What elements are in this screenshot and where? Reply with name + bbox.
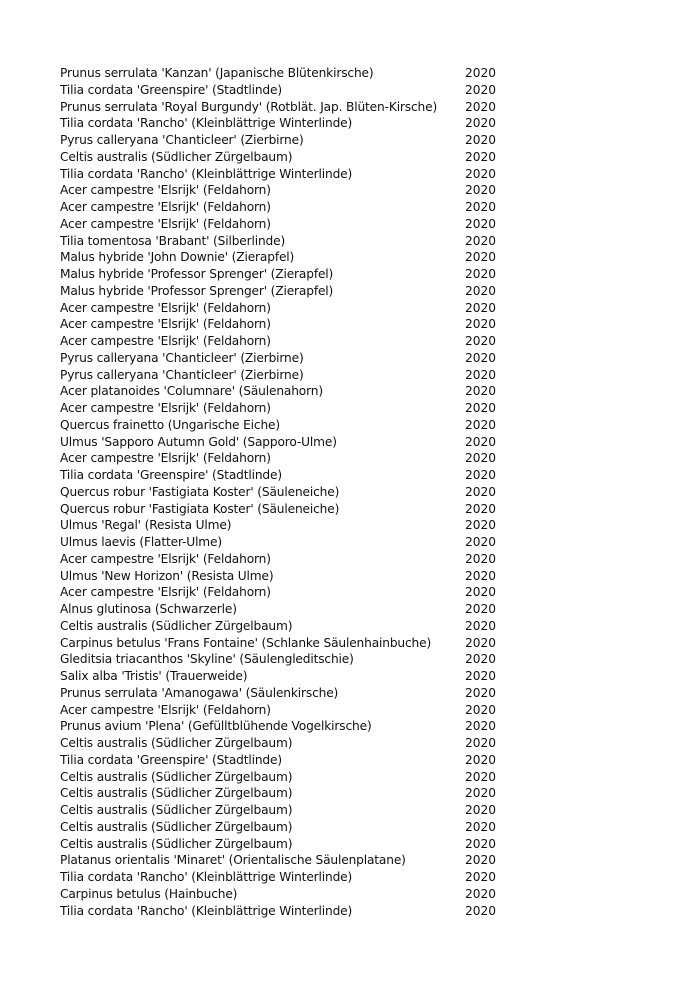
tree-species-name: Tilia cordata 'Greenspire' (Stadtlinde) — [60, 82, 282, 97]
tree-species-name: Prunus serrulata 'Amanogawa' (Säulenkirsche) — [60, 685, 339, 700]
planting-year: 2020 — [465, 518, 497, 533]
tree-species-name: Prunus serrulata 'Royal Burgundy' (Rotblät. Jap. Blüten-Kirsche) — [60, 99, 438, 114]
tree-row — [60, 769, 520, 786]
tree-species-name: Acer campestre 'Elsrijk' (Feldahorn) — [60, 551, 271, 566]
planting-year: 2020 — [465, 233, 497, 248]
tree-row — [60, 266, 520, 283]
tree-species-name: Quercus robur 'Fastigiata Koster' (Säuleneiche) — [60, 501, 340, 516]
tree-row — [60, 584, 520, 601]
planting-year: 2020 — [465, 334, 497, 348]
planting-year: 2020 — [465, 903, 497, 918]
tree-species-name: Tilia cordata 'Greenspire' (Stadtlinde) — [60, 468, 282, 482]
planting-year: 2020 — [465, 685, 497, 700]
tree-row — [60, 166, 520, 183]
tree-row — [60, 417, 520, 434]
tree-row — [60, 836, 520, 853]
tree-species-name: Malus hybride 'Professor Sprenger' (Zierapfel) — [60, 267, 334, 281]
planting-year: 2020 — [465, 886, 497, 901]
planting-year: 2020 — [465, 669, 497, 683]
planting-year: 2020 — [465, 367, 497, 382]
tree-row — [60, 367, 520, 384]
planting-year: 2020 — [465, 417, 497, 432]
tree-row — [60, 65, 520, 82]
tree-species-name: Celtis australis (Südlicher Zürgelbaum) — [60, 149, 293, 164]
planting-year: 2020 — [465, 769, 497, 784]
tree-species-name: Tilia cordata 'Rancho' (Kleinblättrige Winterlinde) — [60, 166, 353, 181]
tree-species-name: Platanus orientalis 'Minaret' (Orientalische Säulenplatane) — [60, 853, 406, 868]
tree-row — [60, 903, 520, 920]
tree-row — [60, 115, 520, 132]
tree-species-name: Acer platanoides 'Columnare' (Säulenahorn) — [60, 384, 323, 399]
tree-species-name: Acer campestre 'Elsrijk' (Feldahorn) — [60, 183, 271, 198]
tree-species-name: Acer campestre 'Elsrijk' (Feldahorn) — [60, 401, 271, 415]
planting-year: 2020 — [465, 283, 497, 298]
tree-species-name: Prunus serrulata 'Kanzan' (Japanische Blütenkirsche) — [60, 66, 374, 80]
planting-year: 2020 — [465, 836, 497, 851]
tree-species-name: Acer campestre 'Elsrijk' (Feldahorn) — [60, 451, 271, 466]
planting-year: 2020 — [465, 535, 497, 549]
tree-species-name: Acer campestre 'Elsrijk' (Feldahorn) — [60, 300, 271, 315]
tree-species-name: Malus hybride 'John Downie' (Zierapfel) — [60, 250, 295, 265]
tree-row — [60, 400, 520, 417]
planting-year: 2020 — [465, 183, 497, 198]
tree-species-name: Carpinus betulus 'Frans Fontaine' (Schlanke Säulenhainbuche) — [60, 635, 432, 650]
tree-species-name: Alnus glutinosa (Schwarzerle) — [60, 602, 237, 616]
tree-row — [60, 149, 520, 166]
planting-year: 2020 — [465, 300, 497, 315]
planting-year: 2020 — [465, 116, 497, 131]
tree-row — [60, 702, 520, 719]
planting-year: 2020 — [465, 786, 497, 801]
tree-row — [60, 199, 520, 216]
tree-row — [60, 300, 520, 317]
tree-row — [60, 484, 520, 501]
planting-year: 2020 — [465, 719, 497, 734]
planting-year: 2020 — [465, 216, 497, 231]
tree-species-name: Tilia cordata 'Greenspire' (Stadtlinde) — [60, 752, 282, 767]
tree-row — [60, 249, 520, 266]
tree-row — [60, 718, 520, 735]
planting-year: 2020 — [465, 401, 497, 415]
tree-species-name: Malus hybride 'Professor Sprenger' (Zierapfel) — [60, 283, 334, 298]
tree-row — [60, 651, 520, 668]
planting-year: 2020 — [465, 652, 497, 667]
tree-row — [60, 517, 520, 534]
planting-year: 2020 — [465, 551, 497, 566]
planting-year: 2020 — [465, 585, 497, 600]
tree-row — [60, 283, 520, 300]
planting-year: 2020 — [465, 384, 497, 399]
tree-row — [60, 819, 520, 836]
tree-species-name: Tilia cordata 'Rancho' (Kleinblättrige Winterlinde) — [60, 116, 353, 131]
planting-year: 2020 — [465, 350, 497, 365]
planting-year: 2020 — [465, 736, 497, 750]
planting-year: 2020 — [465, 752, 497, 767]
planting-year: 2020 — [465, 200, 497, 214]
planting-year: 2020 — [465, 870, 497, 884]
tree-species-name: Ulmus 'Regal' (Resista Ulme) — [60, 518, 232, 533]
planting-year: 2020 — [465, 166, 497, 181]
tree-species-name: Prunus avium 'Plena' (Gefülltblühende Vogelkirsche) — [60, 719, 372, 734]
planting-year: 2020 — [465, 434, 497, 449]
tree-species-name: Gleditsia triacanthos 'Skyline' (Säulengleditschie) — [60, 652, 354, 667]
tree-species-name: Celtis australis (Südlicher Zürgelbaum) — [60, 769, 293, 784]
planting-year: 2020 — [465, 133, 497, 147]
planting-year: 2020 — [465, 501, 497, 516]
tree-row — [60, 534, 520, 551]
planting-year: 2020 — [465, 267, 497, 281]
planting-year: 2020 — [465, 602, 497, 616]
planting-year: 2020 — [465, 484, 497, 499]
planting-year: 2020 — [465, 451, 497, 466]
tree-row — [60, 216, 520, 233]
tree-species-name: Acer campestre 'Elsrijk' (Feldahorn) — [60, 200, 271, 214]
planting-year: 2020 — [465, 99, 497, 114]
tree-species-name: Celtis australis (Südlicher Zürgelbaum) — [60, 786, 293, 801]
tree-row — [60, 467, 520, 484]
planting-year: 2020 — [465, 250, 497, 265]
tree-species-name: Celtis australis (Südlicher Zürgelbaum) — [60, 736, 293, 750]
tree-row — [60, 383, 520, 400]
planting-year: 2020 — [465, 635, 497, 650]
tree-row — [60, 685, 520, 702]
tree-species-name: Tilia tomentosa 'Brabant' (Silberlinde) — [60, 233, 286, 248]
tree-row — [60, 752, 520, 769]
tree-row — [60, 551, 520, 568]
tree-species-name: Quercus robur 'Fastigiata Koster' (Säuleneiche) — [60, 484, 340, 499]
planting-year: 2020 — [465, 149, 497, 164]
tree-species-name: Acer campestre 'Elsrijk' (Feldahorn) — [60, 317, 271, 332]
planting-year: 2020 — [465, 82, 497, 97]
planting-year: 2020 — [465, 819, 497, 834]
tree-row — [60, 635, 520, 652]
tree-row — [60, 618, 520, 635]
tree-species-name: Celtis australis (Südlicher Zürgelbaum) — [60, 819, 293, 834]
tree-species-name: Carpinus betulus (Hainbuche) — [60, 886, 238, 901]
tree-row — [60, 182, 520, 199]
tree-row — [60, 233, 520, 250]
planting-year: 2020 — [465, 468, 497, 482]
planting-year: 2020 — [465, 568, 497, 583]
tree-species-name: Acer campestre 'Elsrijk' (Feldahorn) — [60, 702, 271, 717]
tree-species-name: Pyrus calleryana 'Chanticleer' (Zierbirne) — [60, 133, 304, 147]
tree-row — [60, 601, 520, 618]
tree-species-name: Ulmus 'Sapporo Autumn Gold' (Sapporo-Ulme) — [60, 434, 337, 449]
tree-row — [60, 785, 520, 802]
tree-row — [60, 852, 520, 869]
tree-species-name: Pyrus calleryana 'Chanticleer' (Zierbirne) — [60, 350, 304, 365]
tree-row — [60, 350, 520, 367]
tree-species-name: Quercus frainetto (Ungarische Eiche) — [60, 417, 280, 432]
planting-year: 2020 — [465, 803, 497, 817]
planting-year: 2020 — [465, 702, 497, 717]
tree-species-name: Celtis australis (Südlicher Zürgelbaum) — [60, 618, 293, 633]
tree-list — [60, 65, 520, 919]
planting-year: 2020 — [465, 66, 497, 80]
tree-row — [60, 802, 520, 819]
tree-species-name: Tilia cordata 'Rancho' (Kleinblättrige Winterlinde) — [60, 903, 353, 918]
tree-row — [60, 132, 520, 149]
tree-species-name: Pyrus calleryana 'Chanticleer' (Zierbirne) — [60, 367, 304, 382]
tree-row — [60, 668, 520, 685]
tree-row — [60, 501, 520, 518]
planting-year: 2020 — [465, 618, 497, 633]
tree-row — [60, 735, 520, 752]
tree-species-name: Ulmus 'New Horizon' (Resista Ulme) — [60, 568, 274, 583]
tree-species-name: Celtis australis (Südlicher Zürgelbaum) — [60, 803, 293, 817]
tree-species-name: Ulmus laevis (Flatter-Ulme) — [60, 535, 222, 549]
tree-row — [60, 869, 520, 886]
tree-species-name: Tilia cordata 'Rancho' (Kleinblättrige Winterlinde) — [60, 870, 353, 884]
tree-row — [60, 333, 520, 350]
tree-row — [60, 434, 520, 451]
tree-species-name: Celtis australis (Südlicher Zürgelbaum) — [60, 836, 293, 851]
planting-year: 2020 — [465, 853, 497, 868]
planting-year: 2020 — [465, 317, 497, 332]
tree-species-name: Acer campestre 'Elsrijk' (Feldahorn) — [60, 585, 271, 600]
tree-species-name: Salix alba 'Tristis' (Trauerweide) — [60, 669, 248, 683]
tree-row — [60, 886, 520, 903]
tree-row — [60, 568, 520, 585]
tree-species-name: Acer campestre 'Elsrijk' (Feldahorn) — [60, 334, 271, 348]
tree-row — [60, 99, 520, 116]
tree-species-name: Acer campestre 'Elsrijk' (Feldahorn) — [60, 216, 271, 231]
tree-row — [60, 82, 520, 99]
tree-row — [60, 450, 520, 467]
tree-row — [60, 316, 520, 333]
